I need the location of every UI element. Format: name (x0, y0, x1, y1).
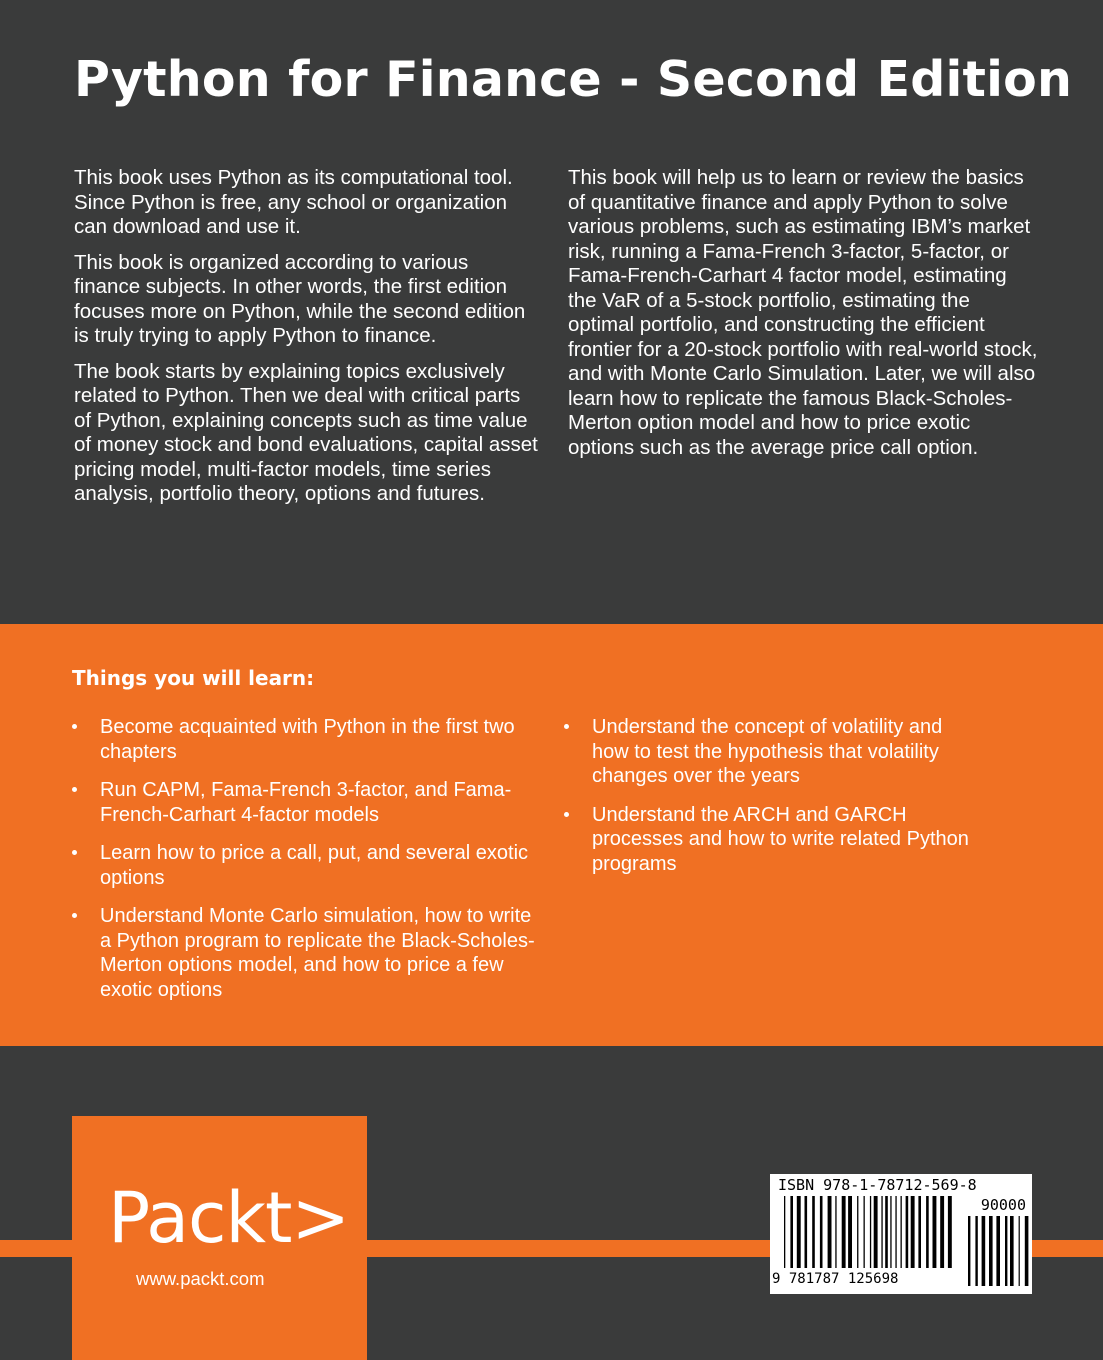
learn-item-text: Understand the ARCH and GARCH processes and how to write related Python programs (592, 803, 969, 875)
publisher-logo-box (72, 1116, 367, 1360)
learn-item (72, 904, 542, 1002)
learn-item-text: Understand Monte Carlo simulation, how to write a Python program to replicate the Black-Scholes-Merton options model, and how to price a few exotic options (100, 905, 535, 1001)
bullet-icon (72, 787, 77, 792)
learn-item (564, 803, 984, 877)
bullet-icon (72, 724, 77, 729)
description-paragraph: This book will help us to learn or review the basics of quantitative finance and apply Python to solve various problems, such as estimating IBM’s market risk, running a Fama-French 3-factor, 5-factor, or Fama-French-Carhart 4 factor model, estimating the VaR of a 5-stock portfolio, estimating the optimal portfolio, and constructing the efficient frontier for a 20-stock portfolio with real-world stock, and with Monte Carlo Simulation. Later, we will also learn how to replicate the famous Black-Scholes-Merton option model and how to price exotic options such as the average price call option. (568, 166, 1038, 459)
learn-item (564, 715, 984, 789)
isbn-text: ISBN 978-1-78712-569-8 (778, 1176, 977, 1194)
isbn-barcode (770, 1174, 1032, 1294)
description-paragraph: This book uses Python as its computational tool. Since Python is free, any school or organization can download and use it. (74, 166, 513, 238)
learn-item-text: Learn how to price a call, put, and several exotic options (100, 842, 529, 889)
bullet-icon (72, 913, 77, 918)
description-paragraph: This book is organized according to various finance subjects. In other words, the first edition focuses more on Python, while the second edition is truly trying to apply Python to finance. (74, 250, 526, 347)
ean-digits: 9 781787 125698 (772, 1271, 899, 1287)
learn-list-right (564, 715, 984, 890)
bullet-icon (564, 812, 569, 817)
learn-item-text: Run CAPM, Fama-French 3-factor, and Fama-French-Carhart 4-factor models (100, 779, 512, 826)
learn-item (72, 841, 542, 890)
learn-item-text: Become acquainted with Python in the first two chapters (100, 716, 515, 763)
bullet-icon (72, 850, 77, 855)
bullet-icon (564, 724, 569, 729)
description-left-column (74, 166, 539, 518)
description-paragraph: The book starts by explaining topics exclusively related to Python. Then we deal with critical parts of Python, explaining concepts such as time value of money stock and bond evaluations, capital asset pricing model, multi-factor models, time series analysis, portfolio theory, options and futures. (74, 359, 538, 505)
learn-list-left (72, 715, 542, 1016)
book-title: Python for Finance - Second Edition (74, 51, 1073, 108)
learn-item (72, 778, 542, 827)
packt-logo: Packt> (108, 1177, 350, 1259)
learn-item (72, 715, 542, 764)
learn-item-text: Understand the concept of volatility and how to test the hypothesis that volatility changes over the years (592, 716, 943, 787)
publisher-url: www.packt.com (136, 1268, 265, 1289)
price-code: 90000 (980, 1196, 1026, 1214)
description-right-column (568, 166, 1038, 471)
learn-heading: Things you will learn: (72, 666, 315, 690)
